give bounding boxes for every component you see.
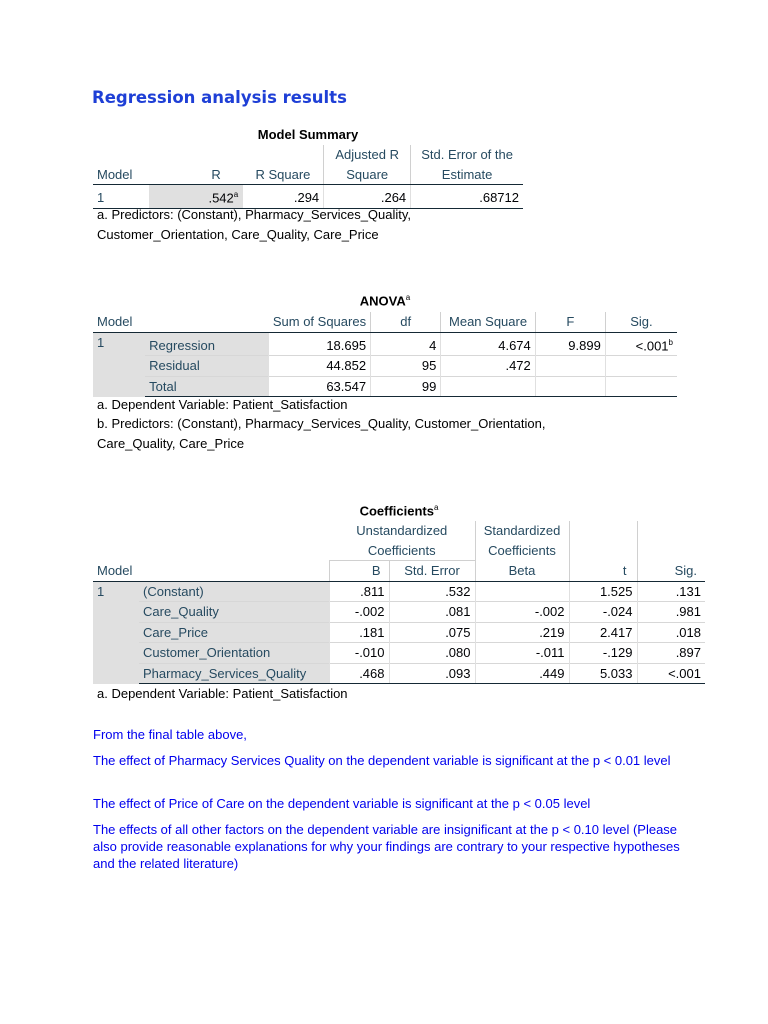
model-summary-note-1: a. Predictors: (Constant), Pharmacy_Services_Quality,	[97, 207, 412, 222]
beta-cell: .219	[475, 622, 569, 643]
b-cell: .811	[329, 581, 389, 602]
header-adj-line2: Square	[324, 165, 411, 185]
r-cell: .542$^a$	[150, 185, 243, 209]
row-label: Customer_Orientation	[139, 643, 329, 664]
header-ms: Mean Square	[441, 312, 535, 332]
sig-cell: .897	[637, 643, 705, 664]
beta-cell: .449	[475, 663, 569, 684]
coefficients-note-1: a. Dependent Variable: Patient_Satisfaction	[97, 686, 348, 701]
header-std-line1: Standardized	[475, 521, 569, 541]
t-cell: 1.525	[569, 581, 637, 602]
model-summary-note-2: Customer_Orientation, Care_Quality, Care_Price	[97, 227, 379, 242]
header-model: Model	[93, 165, 150, 185]
header-std-line2: Coefficients	[475, 541, 569, 561]
ms-cell	[441, 376, 535, 397]
row-label: Residual	[145, 356, 269, 377]
anova-note-2: b. Predictors: (Constant), Pharmacy_Services_Quality, Customer_Orientation,	[97, 416, 546, 431]
adj-r-square-cell: .264	[324, 185, 411, 209]
se-cell: .081	[389, 602, 475, 623]
beta-cell: -.002	[475, 602, 569, 623]
b-cell: .468	[329, 663, 389, 684]
row-label: (Constant)	[139, 581, 329, 602]
header-se: Std. Error	[389, 561, 475, 582]
header-beta: Beta	[475, 561, 569, 582]
model-cell: 1	[93, 332, 145, 397]
header-unstd-line1: Unstandardized	[356, 523, 448, 538]
anova-title: ANOVA$^a$	[359, 293, 411, 309]
commentary-other-factors: The effects of all other factors on the dependent variable are insignificant at the p < 0.10 level (Please also provide reasonable explanations for why your findings are contrary to your respective hypotheses and the related literature)	[93, 822, 680, 871]
model-summary-table	[93, 145, 523, 209]
t-cell: 2.417	[569, 622, 637, 643]
t-cell: -.129	[569, 643, 637, 664]
table-row	[93, 622, 705, 643]
anova-table	[93, 312, 677, 397]
header-r: R	[150, 165, 243, 185]
coefficients-table	[93, 521, 705, 684]
header-model: Model	[93, 312, 145, 332]
table-row	[93, 602, 705, 623]
se-cell: .093	[389, 663, 475, 684]
anova-note-1: a. Dependent Variable: Patient_Satisfaction	[97, 397, 348, 412]
b-cell: .181	[329, 622, 389, 643]
beta-cell: -.011	[475, 643, 569, 664]
sig-cell: .131	[637, 581, 705, 602]
header-se-line2: Estimate	[411, 165, 523, 185]
model-cell: 1	[93, 581, 139, 684]
f-cell: 9.899	[535, 332, 605, 356]
page-heading: Regression analysis results	[92, 88, 347, 107]
df-cell: 99	[371, 376, 441, 397]
header-sig: Sig.	[637, 561, 705, 582]
table-row	[93, 356, 677, 377]
row-label: Care_Quality	[139, 602, 329, 623]
header-f: F	[535, 312, 605, 332]
r-square-cell: .294	[243, 185, 324, 209]
model-cell: 1	[93, 185, 150, 209]
beta-cell	[475, 581, 569, 602]
f-cell	[535, 356, 605, 377]
header-se-line1: Std. Error of the	[411, 145, 523, 165]
sig-cell: <.001	[637, 663, 705, 684]
sig-cell: <.001$^b$	[605, 332, 677, 356]
anova-note-3: Care_Quality, Care_Price	[97, 436, 245, 451]
b-cell: -.002	[329, 602, 389, 623]
row-label: Total	[145, 376, 269, 397]
header-unstd-line2: Coefficients	[329, 541, 475, 561]
header-r-square: R Square	[243, 165, 324, 185]
header-adj-line1: Adjusted R	[324, 145, 411, 165]
coefficients-title: Coefficients$^a$	[359, 503, 439, 519]
sig-cell: .981	[637, 602, 705, 623]
header-model: Model	[93, 561, 139, 582]
commentary-intro: From the final table above,	[93, 727, 247, 742]
df-cell: 95	[371, 356, 441, 377]
se-cell: .080	[389, 643, 475, 664]
commentary-care-price: The effect of Price of Care on the dependent variable is significant at the p < 0.05 level	[93, 796, 591, 811]
header-df: df	[371, 312, 441, 332]
t-cell: -.024	[569, 602, 637, 623]
table-row	[93, 663, 705, 684]
sig-cell	[605, 356, 677, 377]
header-b: B	[329, 561, 389, 582]
ss-cell: 18.695	[269, 332, 371, 356]
sig-cell	[605, 376, 677, 397]
f-cell	[535, 376, 605, 397]
ms-cell: .472	[441, 356, 535, 377]
t-cell: 5.033	[569, 663, 637, 684]
commentary-pharmacy-quality: The effect of Pharmacy Services Quality on the dependent variable is significant at the p < 0.01 level	[93, 753, 671, 768]
row-label: Care_Price	[139, 622, 329, 643]
header-ss: Sum of Squares	[269, 312, 371, 332]
b-cell: -.010	[329, 643, 389, 664]
row-label: Pharmacy_Services_Quality	[139, 663, 329, 684]
table-row	[93, 643, 705, 664]
table-row	[93, 376, 677, 397]
ms-cell: 4.674	[441, 332, 535, 356]
model-summary-title: Model Summary	[257, 127, 359, 142]
df-cell: 4	[371, 332, 441, 356]
se-cell: .532	[389, 581, 475, 602]
row-label: Regression	[145, 332, 269, 356]
header-sig: Sig.	[605, 312, 677, 332]
se-cell: .075	[389, 622, 475, 643]
table-row	[93, 581, 705, 602]
table-row	[93, 332, 677, 356]
ss-cell: 63.547	[269, 376, 371, 397]
std-error-cell: .68712	[411, 185, 523, 209]
header-t: t	[569, 561, 637, 582]
ss-cell: 44.852	[269, 356, 371, 377]
sig-cell: .018	[637, 622, 705, 643]
